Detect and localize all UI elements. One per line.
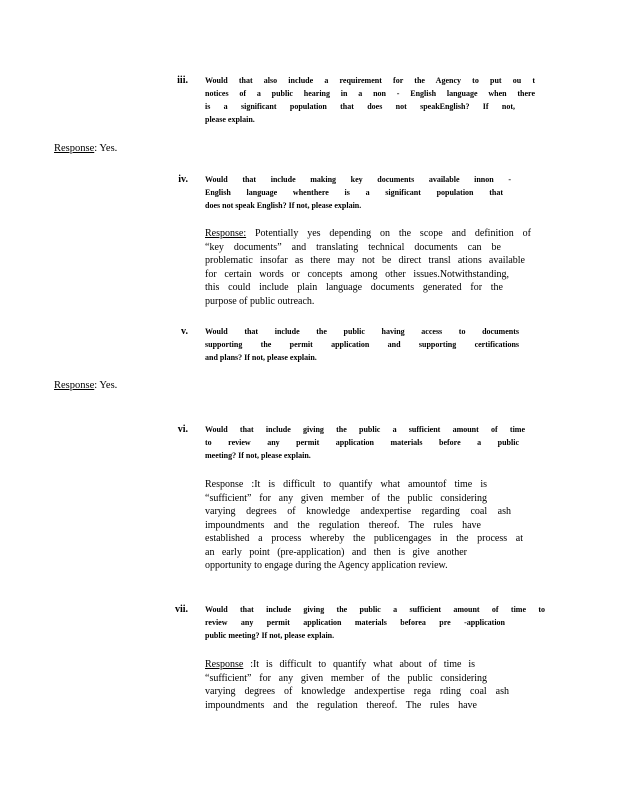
response-text: : Yes. (94, 380, 118, 391)
question-line: Would that include the public having access to documents (205, 327, 519, 336)
response-iii (54, 143, 117, 154)
item-iii-numeral: iii. (177, 75, 188, 86)
answer-line: “sufficient” for any given member of the public considering (205, 672, 487, 684)
answer-label: Response (205, 659, 244, 670)
question-line: supporting the permit application and supporting certifications (205, 340, 519, 349)
answer-line: this could include plain language documents generated for the (205, 282, 503, 293)
item-vi-answer (205, 478, 523, 573)
answer-label: Response: (205, 228, 247, 239)
item-v-question (205, 325, 519, 364)
question-line: and plans? If not, please explain. (205, 353, 317, 362)
item-v-numeral: v. (181, 326, 188, 337)
response-v (54, 380, 117, 391)
question-line: public meeting? If not, please explain. (205, 631, 335, 640)
answer-line: impoundments and the regulation thereof. The rules have (205, 699, 477, 711)
response-label: Response (54, 380, 95, 391)
question-line: notices of a public hearing in a non - English language when there (205, 89, 535, 98)
answer-line: varying degrees of knowledge andexpertise rega rding coal ash (205, 686, 509, 697)
item-iii-question (205, 74, 535, 126)
answer-line: “key documents” and translating technical documents can be (205, 241, 501, 253)
question-line: to review any permit application materials before a public (205, 438, 519, 447)
answer-line: Response: Potentially yes depending on the scope and definition of (205, 228, 531, 239)
answer-line: Response :It is difficult to quantify what amountof time is (205, 479, 487, 490)
answer-line: varying degrees of knowledge andexpertise regarding coal ash (205, 506, 511, 517)
question-line: Would that include giving the public a sufficient amount of time (205, 425, 525, 434)
question-line: Would that include making key documents available innon - (205, 175, 511, 184)
answer-line: an early point (pre-application) and then is give another (205, 546, 467, 558)
answer-line: problematic insofar as there may not be direct transl ations available (205, 255, 525, 266)
answer-line: “sufficient” for any given member of the public considering (205, 492, 487, 504)
item-vii-numeral: vii. (174, 604, 188, 615)
question-line: English language whenthere is a significant population that (205, 188, 503, 197)
item-iv-numeral: iv. (178, 174, 188, 185)
item-iv-answer (205, 227, 531, 308)
question-line: is a significant population that does not speakEnglish? If not, (205, 102, 515, 111)
answer-line: opportunity to engage during the Agency application review. (205, 560, 448, 571)
item-vii-answer (205, 658, 509, 712)
item-iv-question (205, 173, 511, 212)
question-line: Would that also include a requirement for the Agency to put ou t (205, 76, 535, 85)
question-line: please explain. (205, 115, 255, 124)
answer-line: Response :It is difficult to quantify what about of time is (205, 659, 475, 670)
question-line: review any permit application materials beforea pre -application (205, 618, 505, 627)
question-line: meeting? If not, please explain. (205, 451, 311, 460)
response-text: : Yes. (94, 143, 118, 154)
answer-line: impoundments and the regulation thereof. The rules have (205, 519, 481, 531)
item-vii-question (205, 603, 545, 642)
response-label: Response (54, 143, 95, 154)
question-line: Would that include giving the public a sufficient amount of time to (205, 605, 545, 614)
question-line: does not speak English? If not, please explain. (205, 201, 362, 210)
item-vi-question (205, 423, 525, 462)
answer-line: purpose of public outreach. (205, 295, 315, 307)
item-vi-numeral: vi. (177, 424, 188, 435)
answer-line: established a process whereby the publicengages in the process at (205, 533, 523, 544)
answer-line: for certain words or concepts among other issues.Notwithstanding, (205, 268, 509, 280)
